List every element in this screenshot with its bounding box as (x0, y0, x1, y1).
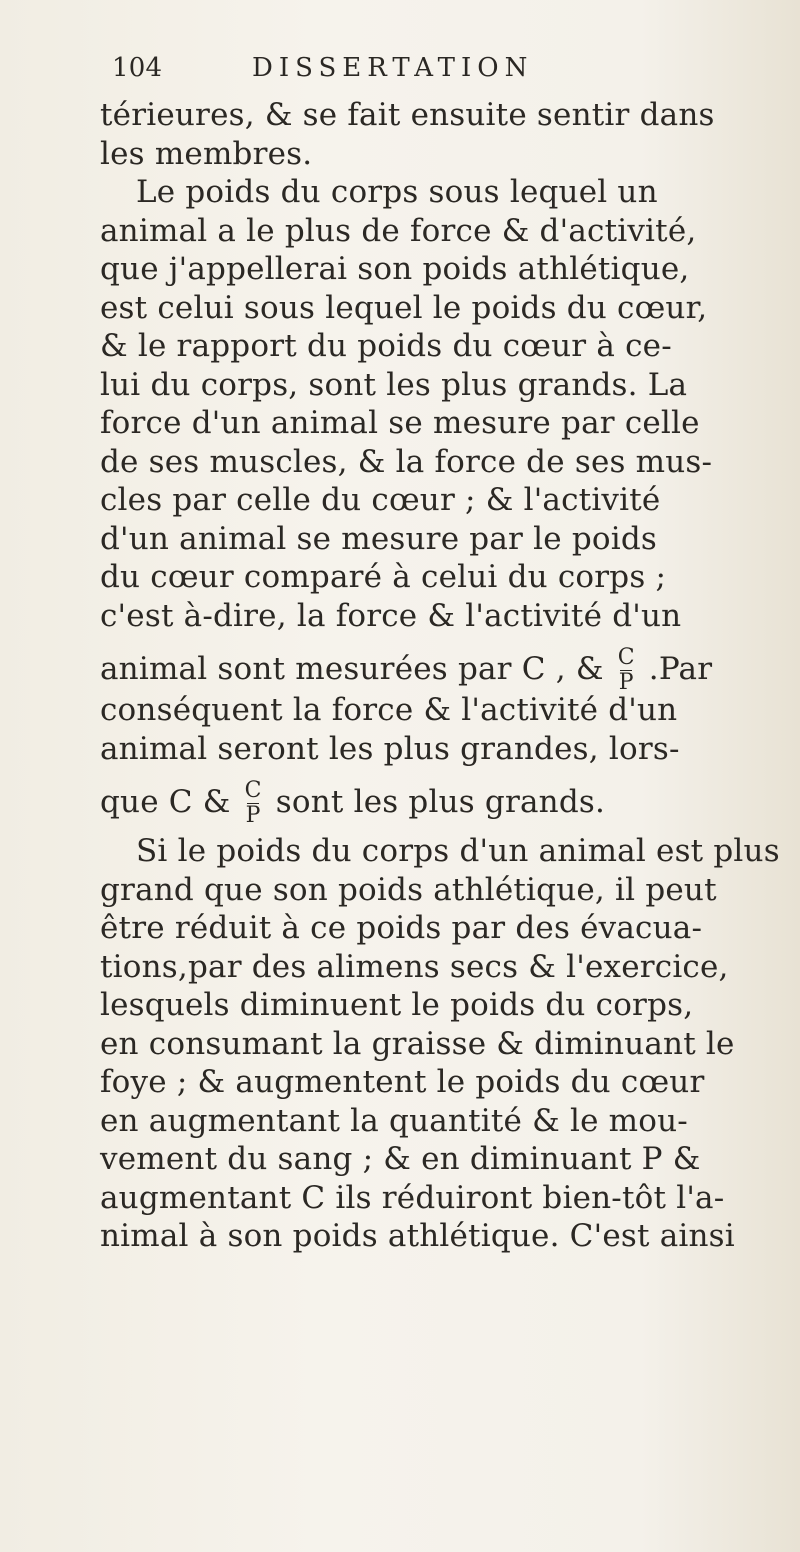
text-line: nimal à son poids athlétique. C'est ainsi (100, 1218, 735, 1254)
text-line: grand que son poids athlétique, il peut (100, 871, 717, 908)
running-title: DISSERTATION (252, 53, 534, 83)
text-line: d'un animal se mesure par le poids (100, 520, 657, 557)
text-line: est celui sous lequel le poids du cœur, (100, 289, 708, 326)
text-line: être réduit à ce poids par des évacua- (100, 910, 703, 946)
text-line: cles par celle du cœur ; & l'activité (100, 482, 661, 518)
page-header (112, 40, 800, 96)
text-line: Le poids du corps sous lequel un (136, 174, 658, 210)
text-line: vement du sang ; & en diminuant P & (100, 1141, 701, 1177)
text-fragment: sont les plus grands. (275, 784, 606, 820)
text-fragment: animal sont mesurées par C , & (100, 651, 604, 687)
text-line: térieures, & se fait ensuite sentir dans (100, 97, 715, 133)
text-line: & le rapport du poids du cœur à ce- (100, 328, 672, 364)
text-line: force d'un animal se mesure par celle (100, 405, 700, 441)
text-line: lui du corps, sont les plus grands. La (100, 366, 688, 403)
fraction-c-over-p (245, 780, 262, 827)
text-line-with-fraction (100, 635, 800, 695)
text-line: les membres. (100, 135, 313, 172)
text-line-with-fraction (100, 768, 800, 828)
text-line: de ses muscles, & la force de ses mus- (100, 443, 713, 480)
fraction-c-over-p (618, 647, 635, 694)
text-line: animal a le plus de force & d'activité, (100, 212, 697, 249)
text-line: conséquent la force & l'activité d'un (100, 692, 678, 728)
text-fragment: .Par (648, 651, 713, 687)
text-line: du cœur comparé à celui du corps ; (100, 559, 667, 595)
page-number: 104 (112, 53, 163, 83)
text-line: Si le poids du corps d'un animal est plus (136, 833, 780, 869)
text-line: animal seront les plus grandes, lors- (100, 730, 680, 767)
text-line: augmentant C ils réduiront bien-tôt l'a- (100, 1179, 725, 1216)
fraction-denominator: P (618, 670, 634, 695)
page-text (100, 40, 800, 1256)
text-line: foye ; & augmentent le poids du cœur (100, 1064, 705, 1100)
text-line: lesquels diminuent le poids du corps, (100, 987, 694, 1023)
fraction-denominator: P (245, 803, 261, 828)
text-line: en consumant la graisse & diminuant le (100, 1025, 735, 1062)
fraction-numerator: C (617, 645, 635, 670)
text-line: c'est à-dire, la force & l'activité d'un (100, 597, 682, 634)
fraction-numerator: C (244, 778, 262, 803)
text-fragment: que C & (100, 784, 231, 820)
text-line: que j'appellerai son poids athlétique, (100, 251, 690, 287)
text-line: en augmentant la quantité & le mou- (100, 1102, 688, 1139)
text-line: tions,par des alimens secs & l'exercice, (100, 948, 729, 985)
